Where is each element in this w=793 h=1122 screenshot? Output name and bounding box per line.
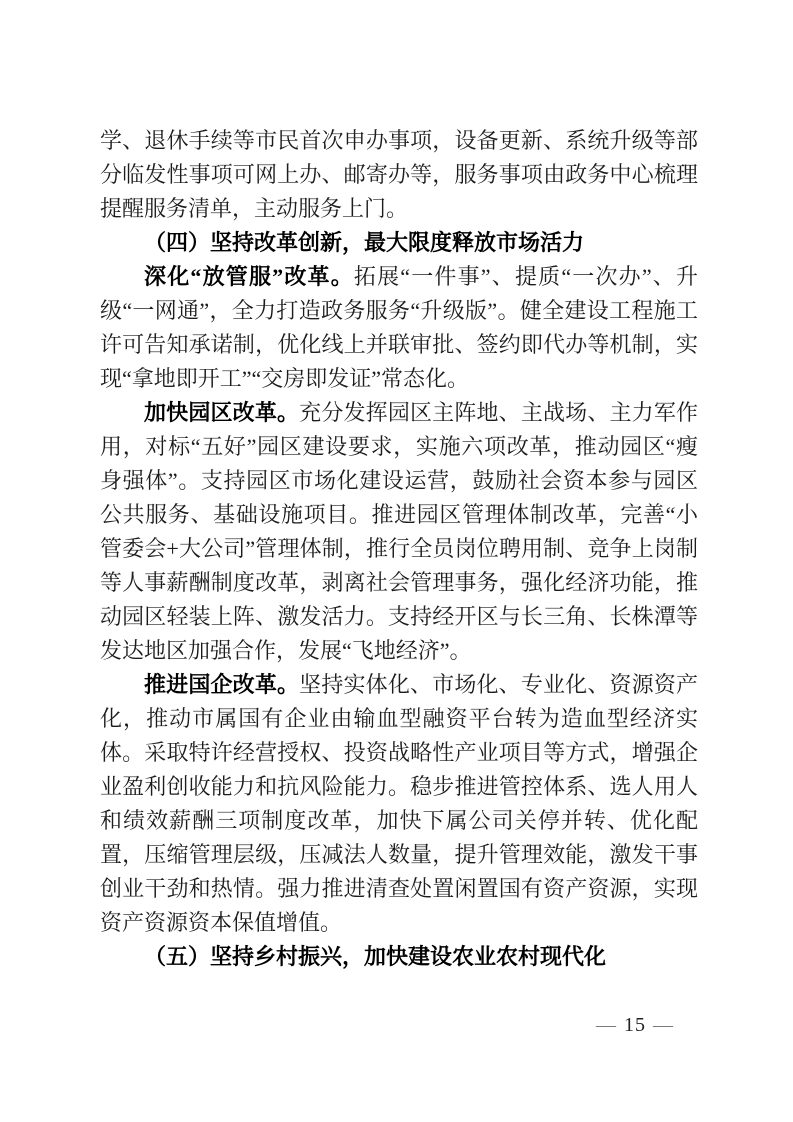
paragraph-lead-soe: 推进国企改革。 bbox=[144, 672, 300, 697]
footer-dash-right: — bbox=[653, 1014, 674, 1036]
page-footer bbox=[589, 1012, 681, 1038]
footer-dash-left: — bbox=[596, 1014, 617, 1036]
paragraph-text-fangguanfu: 拓展“一件事”、提质“一次办”、升级“一网通”，全力打造政务服务“升级版”。健全建设工程施工许可告知承诺制，优化线上并联审批、签约即代办等机制，实现“拿地即开工”“交房即发证”常态化。 bbox=[100, 264, 698, 391]
paragraph-lead-park: 加快园区改革。 bbox=[144, 400, 300, 425]
paragraph-text-soe: 坚持实体化、市场化、专业化、资源资产化，推动市属国有企业由输血型融资平台转为造血型经济实体。采取特许经营授权、投资战略性产业项目等方式，增强企业盈利创收能力和抗风险能力。稳步推进管控体系、选人用人和绩效薪酬三项制度改革，加快下属公司关停并转、优化配置，压缩管理层级，压减法人数量，提升管理效能，激发干事创业干劲和热情。强力推进清查处置闲置国有资产资源，实现资产资源资本保值增值。 bbox=[100, 672, 698, 935]
section-heading-five: （五）坚持乡村振兴，加快建设农业农村现代化 bbox=[144, 944, 607, 969]
paragraph-fangguanfu-reform bbox=[100, 260, 698, 396]
page-number: 15 bbox=[624, 1014, 646, 1036]
paragraph-continuation: 学、退休手续等市民首次申办事项，设备更新、系统升级等部分临发性事项可网上办、邮寄办等，服务事项由政务中心梳理提醒服务清单，主动服务上门。 bbox=[100, 128, 698, 221]
paragraph-text-park: 充分发挥园区主阵地、主战场、主力军作用，对标“五好”园区建设要求，实施六项改革，推动园区“瘦身强体”。支持园区市场化建设运营，鼓励社会资本参与园区公共服务、基础设施项目。推进园区管理体制改革，完善“小管委会+大公司”管理体制，推行全员岗位聘用制、竞争上岗制等人事薪酬制度改革，剥离社会管理事务，强化经济功能，推动园区轻装上阵、激发活力。支持经开区与长三角、长株潭等发达地区加强合作，发展“飞地经济”。 bbox=[100, 400, 698, 663]
document-body bbox=[100, 124, 698, 974]
section-heading-four: （四）坚持改革创新，最大限度释放市场活力 bbox=[144, 230, 585, 255]
paragraph-park-reform bbox=[100, 396, 698, 668]
paragraph-lead-fangguanfu: 深化“放管服”改革。 bbox=[144, 264, 354, 289]
paragraph-soe-reform bbox=[100, 668, 698, 940]
